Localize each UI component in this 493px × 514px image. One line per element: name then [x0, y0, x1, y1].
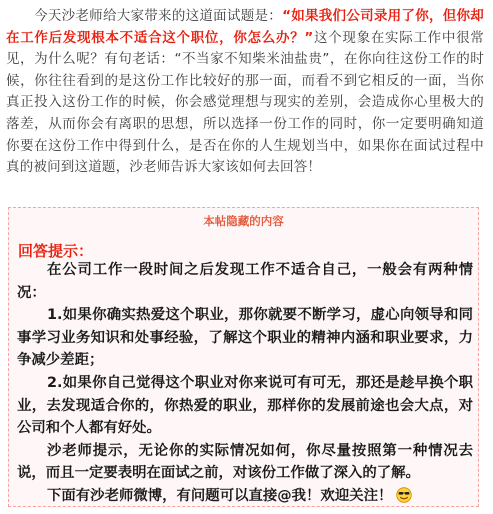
cool-smiley-icon — [396, 487, 412, 503]
answer-paragraph: 沙老师提示，无论你的实际情况如何，你尽量按照第一种情况去说，而且一定要表明在面试之前，对该份工作做了深入的了解。 — [17, 442, 473, 482]
hidden-content-box — [8, 207, 479, 507]
intro-rest: 这个现象在实际工作中很常见，为什么呢？有句老话：“不当家不知柴米油盐贵”，在你向往这份工作的时候，你往往看到的是这份工作比较好的那一面，而看不到它相反的一面，当你真正投入这份工作的时候，你会感觉理想与现实的差别，会造成你心里极大的落差，从而你会有离职的思想，所以选择一份工作的同时，你一定要明确知道你要在这份工作中得到什么，是否在你的人生规划当中，如果你在面试过程中真的被问到这道题，沙老师告诉大家该如何去回答！ — [6, 29, 484, 176]
answer-label: 回答提示： — [18, 242, 94, 260]
intro-paragraph — [6, 6, 484, 179]
answer-body — [17, 259, 473, 508]
intro-lead: 今天沙老师给大家带来的这道面试题是： — [34, 8, 283, 24]
answer-paragraph: 在公司工作一段时间之后发现工作不适合自己，一般会有两种情况： — [17, 262, 473, 301]
interview-question: “如果我们公司录用了你，但你却在工作后发现根本不适合这个职位，你怎么办？” — [6, 8, 485, 46]
weibo-note: 下面有沙老师微博，有问题可以直接@我！欢迎关注！ — [47, 487, 393, 504]
hidden-content-title: 本帖隐藏的内容 — [203, 214, 284, 228]
answer-paragraph-last — [17, 485, 473, 508]
answer-paragraph: 2.如果你自己觉得这个职业对你来说可有可无，那还是趁早换个职业，去发现适合你的，你热爱的职业，那样你的发展前途也会大点，对公司和个人都有好处。 — [17, 374, 473, 437]
answer-paragraph: 1.如果你确实热爱这个职业，那你就要不断学习，虚心向领导和同事学习业务知识和处事经验，了解这个职业的精神内涵和职业要求，力争减少差距； — [17, 307, 473, 369]
